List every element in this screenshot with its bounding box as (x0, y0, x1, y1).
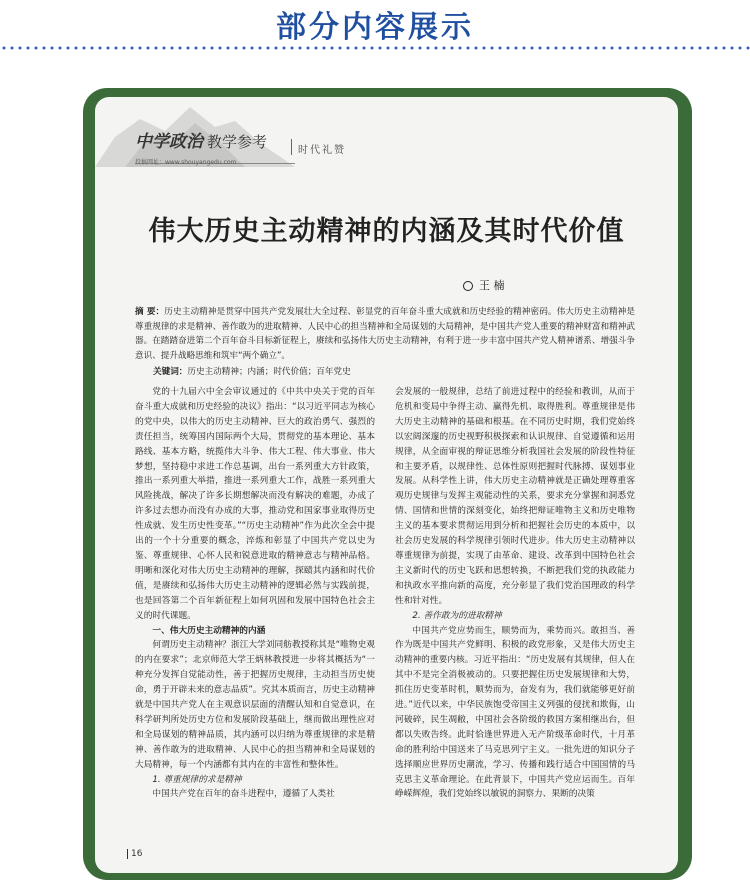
journal-subname: 教学参考 (207, 133, 268, 151)
keywords-text: 历史主动精神；内涵；时代价值；百年党史 (187, 367, 351, 377)
subsection-heading: 2. 善作敢为的进取精神 (412, 610, 502, 621)
dotted-divider (0, 46, 750, 50)
article-title: 伟大历史主动精神的内涵及其时代价值 (148, 216, 625, 247)
paragraph: 党的十九届六中全会审议通过的《中共中央关于党的百年奋斗重大成就和历史经验的决议》指出：“以习近平同志为核心的党中央，以伟大的历史主动精神、巨大的政治勇气、强烈的责任担当，统筹国内国际两个大局，贯彻党的基本理论、基本路线、基本方略，统揽伟大斗争、伟大工程、伟大事业、伟大梦想，坚持稳中求进工作总基调，出台一系列重大方针政策，推出一系列重大举措，推进一系列重大工作，战胜一系列重大风险挑战，解决了许多长期想解决而没有解决的难题，办成了许多过去想办而没有办成的大事，推动党和国家事业取得历史性成就、发生历史性变革。”“历史主动精神”作为此次全会中提出的一个十分重要的概念，淬炼和彰显了中国共产党以史为鉴、尊重规律、心怀人民和锐意进取的精神意志与精神品格。明晰和深化对伟大历史主动精神的理解，探赜其内涵和时代价值，是赓续和弘扬伟大历史主动精神的逻辑必然与实践前提，也是回答第二个百年新征程上如何巩固和发展中国特色社会主义的时代课题。 (135, 387, 375, 621)
paragraph: 中国共产党在百年的奋斗进程中，遵循了人类社 (152, 789, 335, 800)
abstract-label: 摘 要： (135, 307, 165, 317)
author-name: 王 楠 (479, 279, 505, 292)
abstract-text: 历史主动精神是贯穿中国共产党发展壮大全过程、彰显党的百年奋斗重大成就和历史经验的精神密码。伟大历史主动精神是尊重规律的求是精神、善作敢为的进取精神、人民中心的担当精神和全局谋划的大局精神，是中国共产党人重要的精神财富和精神武器。在踏踏奋进第二个百年奋斗目标新征程上，赓续和弘扬伟大历史主动精神，有利于进一步丰富中国共产党人精神谱系、增强斗争意识、提升战略思维和筑牢“两个确立”。 (135, 307, 635, 361)
journal-name (135, 127, 267, 152)
keywords (153, 365, 351, 377)
section-heading: 一、伟大历史主动精神的内涵 (152, 625, 266, 636)
header-separator (291, 139, 292, 155)
page-number: 16 (127, 849, 142, 859)
paragraph: 中国共产党应势而生，顺势而为，乘势而兴。敢担当、善作为既是中国共产党鲜明、积极的政党形象，又是伟大历史主动精神的重要内核。习近平指出：“历史发展有其规律，但人在其中不是完全消极被动的。只要把握住历史发展规律和大势，抓住历史变革时机，顺势而为，奋发有为，我们就能够更好前进。”近代以来，中华民族饱受帝国主义列强的侵扰和欺侮，山河破碎，民生凋敝，中国社会各阶级的救国方案相继出台，但都以失败告终。此时恰逢世界进入无产阶级革命时代，十月革命的胜利给中国送来了马克思列宁主义。一批先进的知识分子选择顺应世界历史潮流，学习、传播和践行适合中国国情的马克思主义革命理论。在此背景下，中国共产党应运而生。百年峥嵘辉煌，我们党始终以敏锐的洞察力、果断的决策 (395, 625, 635, 800)
abstract (135, 305, 635, 363)
circle-icon (463, 281, 473, 291)
paragraph: 会发展的一般规律，总结了前进过程中的经验和教训，从而于危机和变局中争得主动、赢得先机、取得胜利。尊重规律是伟大历史主动精神的基础和根基。在不同历史时期，我们党始终以宏阔深邃的历史视野积极探索和认识规律、自觉遵循和运用规律，从全面审视的辩证思维分析我国社会发展的阶段性特征和主要矛盾，以规律性、总体性原则把握时代脉搏、谋划事业发展。从科学性上讲，伟大历史主动精神就是正确处理尊重客观历史规律与发挥主观能动性的关系，要求充分掌握和洞悉党情、国情和世情的深刻变化，始终把辩证唯物主义和历史唯物主义的基本要求贯彻运用到分析和把握社会历史的本质中，以社会历史发展的科学规律引领时代进步。伟大历史主动精神以尊重规律为前提，实现了由革命、建设、改革到中国特色社会主义新时代的历史飞跃和思想转换，不断把我们党的执政能力和执政水平推向新的高度，充分彰显了我们党治国理政的科学性和针对性。 (395, 387, 635, 606)
paragraph: 何谓历史主动精神？浙江大学刘同舫教授称其是“唯物史观的内在要求”；北京师范大学王炳林教授进一步将其概括为“一种充分发挥自觉能动性，善于把握历史规律，主动担当历史使命，勇于开辟未来的意志品质”。究其本质而言，历史主动精神就是中国共产党人在主观意识层面的清醒认知和自觉意识，在科学研判所处历史方位和发展阶段基础上，继而做出理性应对和全局谋划的精神品质，其内涵可以归纳为尊重规律的求是精神、善作敢为的进取精神、人民中心的担当精神和全局谋划的大局精神，每一个内涵都有其内在的丰富性和整体性。 (135, 640, 375, 770)
left-column (135, 385, 375, 802)
keywords-label: 关键词： (153, 367, 188, 377)
journal-name-text: 中学政治 (135, 132, 203, 152)
scanned-page (95, 97, 678, 873)
banner-title: 部分内容展示 (276, 10, 474, 45)
author (463, 277, 505, 293)
journal-website: 投稿网址：www.shouyangedu.com (135, 159, 237, 166)
section-tag: 时代礼赞 (298, 145, 346, 156)
subsection-heading: 1. 尊重规律的求是精神 (152, 774, 242, 785)
right-column (395, 385, 635, 802)
